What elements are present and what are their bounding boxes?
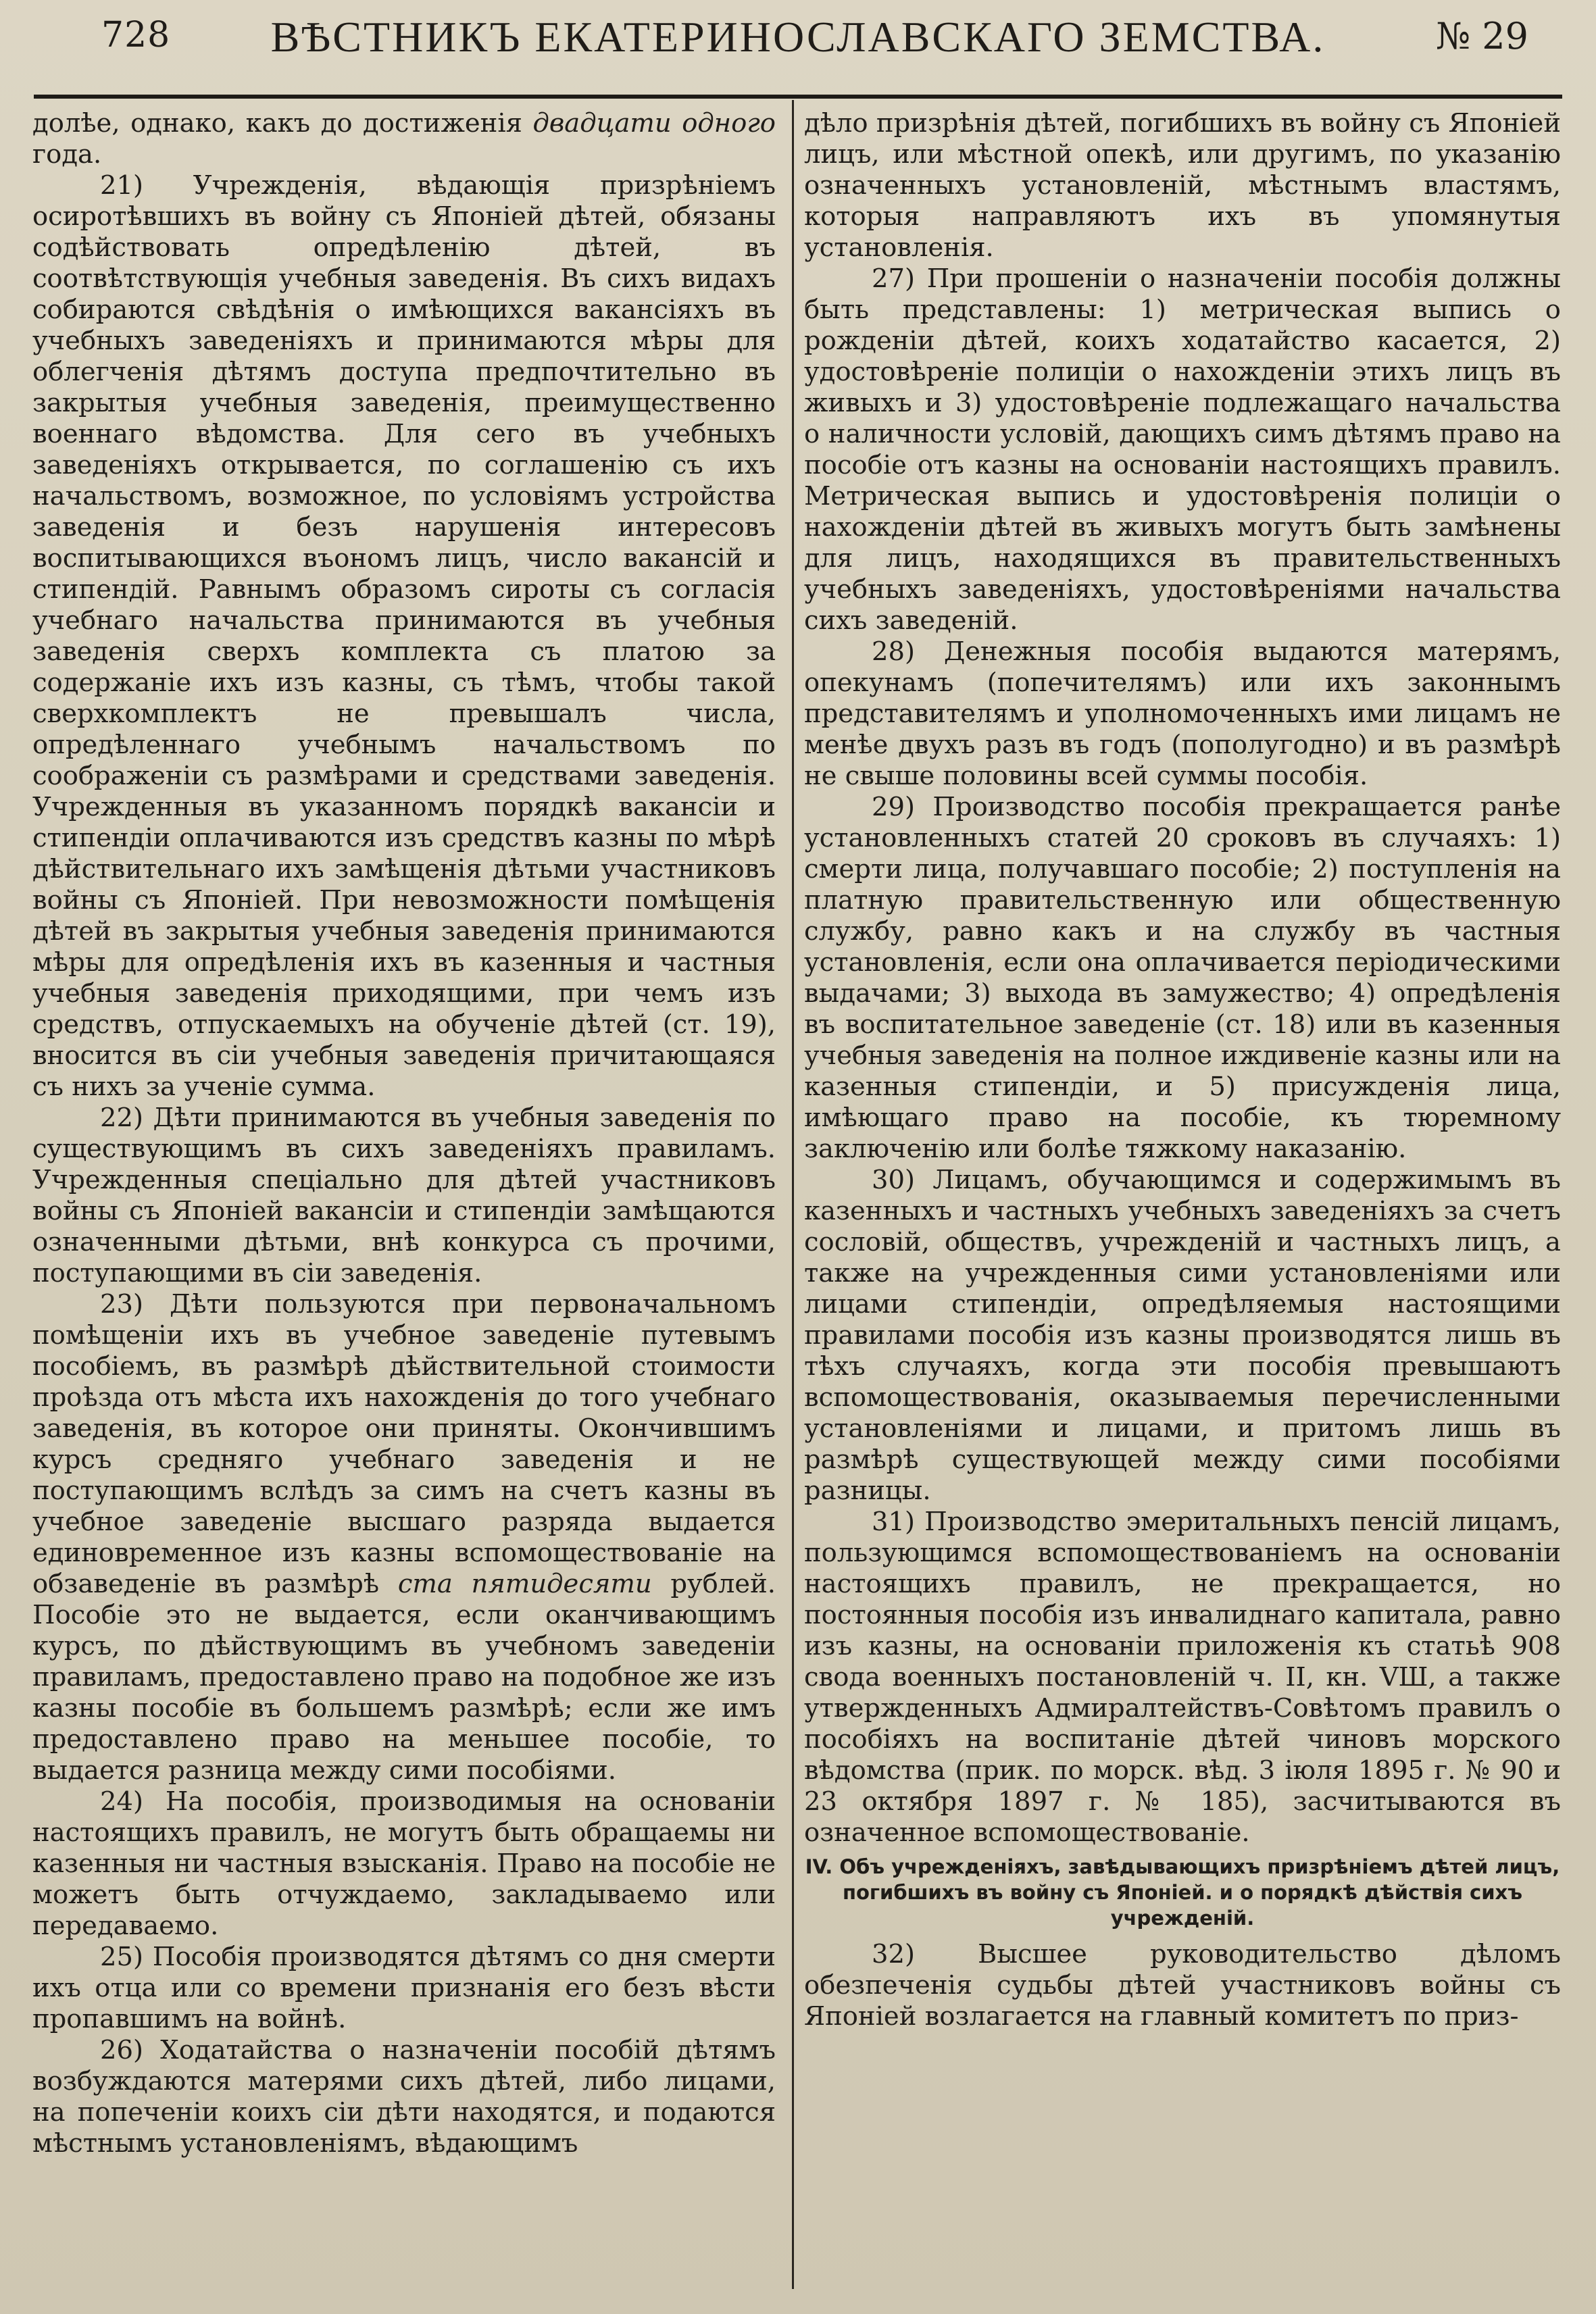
article-25: 25) Пособія производятся дѣтямъ со дня смерти ихъ отца или со времени признанія его безъ вѣсти пропавшимъ на войнѣ. <box>32 1942 776 2034</box>
paragraph-continuation-right: дѣло призрѣнія дѣтей, погибшихъ въ войну съ Японіей лицъ, или мѣстной опекѣ, или другимъ, по указанію означенныхъ установленій, мѣстнымъ властямъ, которыя направляютъ ихъ въ упомянутыя установленія. <box>804 108 1561 263</box>
page-header <box>27 0 1569 76</box>
article-26: 26) Ходатайства о назначеніи пособій дѣтямъ возбуждаются матерями сихъ дѣтей, либо лицами, на попеченіи коихъ сіи дѣти находятся, и подаются мѣстнымъ установленіямъ, вѣдающимъ <box>32 2035 776 2159</box>
right-column <box>804 108 1561 2304</box>
article-30: 30) Лицамъ, обучающимся и содержимымъ въ казенныхъ и частныхъ учебныхъ заведеніяхъ за счетъ сословій, обществъ, учрежденій и частныхъ лицъ, а также на учрежденныя сими установленіями или лицами стипендіи, опредѣляемыя настоящими правилами пособія изъ казны производятся лишь въ тѣхъ случаяхъ, когда эти пособія превышаютъ вспомоществованія, оказываемыя перечисленными установленіями и лицами, и притомъ лишь въ размѣрѣ существующей между сими пособіями разницы. <box>804 1165 1561 1506</box>
article-22: 22) Дѣти принимаются въ учебныя заведенія по существующимъ въ сихъ заведеніяхъ правиламъ. Учрежденныя спеціально для дѣтей участниковъ войны съ Японіей вакансіи и стипендіи замѣщаются означенными дѣтьми, внѣ конкурса съ прочими, поступающими въ сіи заведенія. <box>32 1103 776 1288</box>
header-rule <box>34 95 1562 99</box>
article-32: 32) Высшее руководительство дѣломъ обезпеченія судьбы дѣтей участниковъ войны съ Японіей возлагается на главный комитетъ по приз- <box>804 1939 1561 2032</box>
article-29: 29) Производство пособія прекращается ранѣе установленныхъ статей 20 сроковъ въ случаяхъ: 1) смерти лица, получавшаго пособіе; 2) поступленія на платную правительственную или общественную службу, равно какъ и на службу въ частныя установленія, если она оплачивается періодическими выдачами; 3) выхода въ замужество; 4) опредѣленія въ воспитательное заведеніе (ст. 18) или въ казенныя учебныя заведенія на полное иждивеніе казны или на казенныя стипендіи, и 5) присужденія лица, имѣющаго право на пособіе, къ тюремному заключенію или болѣе тяжкому наказанію. <box>804 792 1561 1164</box>
article-23: 23) Дѣти пользуются при первоначальномъ помѣщеніи ихъ въ учебное заведеніе путевымъ пособіемъ, въ размѣрѣ дѣйствительной стоимости проѣзда отъ мѣста ихъ нахожденія до того учебнаго заведенія, въ которое они приняты. Окончившимъ курсъ средняго учебнаго заведенія и не поступающимъ вслѣдъ за симъ на счетъ казны въ учебное заведеніе высшаго разряда выдается единовременное изъ казны вспомоществованіе на обзаведеніе въ размѣрѣ ста пятидесяти рублей. Пособіе это не выдается, если оканчивающимъ курсъ, по дѣйствующимъ въ учебномъ заведеніи правиламъ, предоставлено право на подобное же изъ казны пособіе въ большемъ размѣрѣ; если же имъ предоставлено право на меньшее пособіе, то выдается разница между сими пособіями. <box>32 1289 776 1786</box>
article-21: 21) Учрежденія, вѣдающія призрѣніемъ осиротѣвшихъ въ войну съ Японіей дѣтей, обязаны содѣйствовать опредѣленію дѣтей, въ соотвѣтствующія учебныя заведенія. Въ сихъ видахъ собираются свѣдѣнія о имѣющихся вакансіяхъ въ учебныхъ заведеніяхъ и принимаются мѣры для облегченія дѣтямъ доступа предпочтительно въ закрытыя учебныя заведенія, преимущественно военнаго вѣдомства. Для сего въ учебныхъ заведеніяхъ открывается, по соглашенію съ ихъ начальствомъ, возможное, по условіямъ устройства заведенія и безъ нарушенія интересовъ воспитывающихся въономъ лицъ, число вакансій и стипендій. Равнымъ образомъ сироты съ согласія учебнаго начальства принимаются въ учебныя заведенія сверхъ комплекта съ платою за содержаніе ихъ изъ казны, съ тѣмъ, чтобы такой сверхкомплектъ не превышалъ числа, опредѣленнаго учебнымъ начальствомъ по соображеніи съ размѣрами и средствами заведенія. Учрежденныя въ указанномъ порядкѣ вакансіи и стипендіи оплачиваются изъ средствъ казны по мѣрѣ дѣйствительнаго ихъ замѣщенія дѣтьми участниковъ войны съ Японіей. При невозможности помѣщенія дѣтей въ закрытыя учебныя заведенія принимаются мѣры для опредѣленія ихъ въ казенныя и частныя учебныя заведенія приходящими, при чемъ изъ средствъ, отпускаемыхъ на обученіе дѣтей (ст. 19), вносится въ сіи учебныя заведенія причитающаяся съ нихъ за ученіе сумма. <box>32 170 776 1102</box>
article-24: 24) На пособія, производимыя на основаніи настоящихъ правилъ, не могутъ быть обращаемы ни казенныя ни частныя взысканія. Право на пособіе не можетъ быть отчуждаемо, закладываемо или передаваемо. <box>32 1786 776 1941</box>
left-column <box>32 108 776 2304</box>
page-number: 728 <box>101 15 171 55</box>
issue-number: № 29 <box>1436 15 1528 57</box>
section-heading-iv: IV. Объ учрежденіяхъ, завѣдывающихъ призрѣніемъ дѣтей лицъ, погибшихъ въ войну съ Японіей. и о порядкѣ дѣйствія сихъ учрежденій. <box>805 1855 1560 1930</box>
article-27: 27) При прошеніи о назначеніи пособія должны быть представлены: 1) метрическая выпись о рожденіи дѣтей, коихъ ходатайство касается, 2) удостовѣреніе полиціи о нахожденіи этихъ лицъ въ живыхъ и 3) удостовѣреніе подлежащаго начальства о наличности условій, дающихъ симъ дѣтямъ право на пособіе отъ казны на основаніи настоящихъ правилъ. Метрическая выпись и удостовѣренія полиціи о нахожденіи дѣтей въ живыхъ могутъ быть замѣнены для лицъ, находящихся въ правительственныхъ учебныхъ заведеніяхъ, удостовѣреніями начальства сихъ заведеній. <box>804 263 1561 636</box>
article-28: 28) Денежныя пособія выдаются матерямъ, опекунамъ (попечителямъ) или ихъ законнымъ представителямъ и уполномоченныхъ ими лицамъ не менѣе двухъ разъ въ годъ (пополугодно) и въ размѣрѣ не свыше половины всей суммы пособія. <box>804 636 1561 791</box>
paragraph-continuation: долѣе, однако, какъ до достиженія двадцати одного года. <box>32 108 776 170</box>
column-divider <box>792 100 794 2289</box>
journal-title: ВѢСТНИКЪ ЕКАТЕРИНОСЛАВСКАГО ЗЕМСТВА. <box>270 13 1326 61</box>
article-31: 31) Производство эмеритальныхъ пенсій лицамъ, пользующимся вспомоществованіемъ на основаніи настоящихъ правилъ, не прекращается, но постоянныя пособія изъ инвалиднаго капитала, равно изъ казны, на основаніи приложенія къ статьѣ 908 свода военныхъ постановленій ч. II, кн. VШ, а также утвержденныхъ Адмиралтействъ-Совѣтомъ правилъ о пособіяхъ на воспитаніе дѣтей чиновъ морского вѣдомства (прик. по морск. вѣд. 3 іюля 1895 г. № 90 и 23 октября 1897 г. № 185), засчитываются въ означенное вспомоществованіе. <box>804 1507 1561 1848</box>
